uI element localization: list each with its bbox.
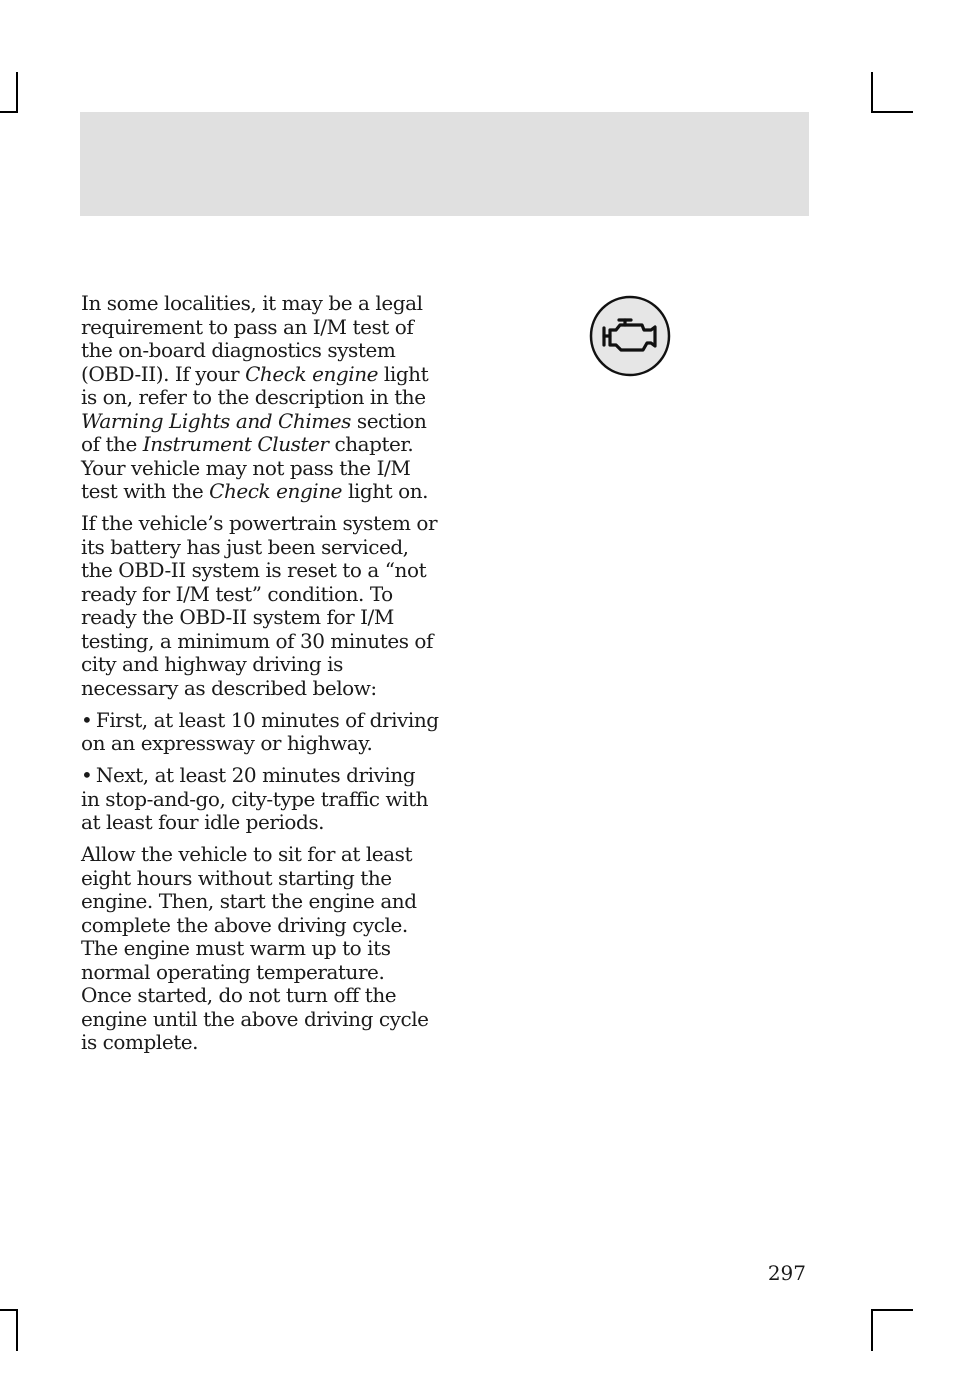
crop-mark-top-right-horizontal <box>871 111 913 113</box>
list-item-text: Next, at least 20 minutes driving in stop-and-go, city-type traffic with at least four idle periods. <box>81 763 429 834</box>
italic-term: Instrument Cluster <box>142 432 329 456</box>
bullet-mark: • <box>81 763 93 787</box>
crop-mark-bottom-right-vertical <box>871 1309 873 1351</box>
crop-mark-top-right-vertical <box>871 72 873 113</box>
text-run: light is on, refer to the description in the <box>81 361 429 409</box>
paragraph-obd-test <box>81 292 439 504</box>
text-run: In some localities, it may be a legal requirement to pass an I/M test of the on-board diagnostics system (OBD-II). If your <box>81 291 423 386</box>
text-run: light on. <box>342 479 429 503</box>
body-text-column <box>81 292 439 1063</box>
text-run: section of the <box>81 408 427 456</box>
crop-mark-bottom-right-horizontal <box>871 1309 913 1311</box>
paragraph-drive-cycle: Allow the vehicle to sit for at least eight hours without starting the engine. Then, start the engine and complete the above driving cycle. The engine must warm up to its normal operating temperature. Once started, do not turn off the engine until the above driving cycle is complete. <box>81 842 429 1054</box>
text-run: chapter. Your vehicle may not pass the I/M test with the <box>81 432 414 503</box>
crop-mark-bottom-left-horizontal <box>0 1309 18 1311</box>
list-item <box>81 764 439 835</box>
section-header-band <box>80 112 809 216</box>
check-engine-icon <box>589 295 671 377</box>
italic-term: Warning Lights and Chimes <box>81 408 352 433</box>
bullet-mark: • <box>81 707 93 732</box>
list-item <box>81 709 439 756</box>
list-item-text: First, at least 10 minutes of driving on an expressway or highway. <box>81 707 439 755</box>
crop-mark-bottom-left-vertical <box>16 1309 18 1351</box>
italic-term: Check engine <box>245 361 379 386</box>
paragraph-powertrain-reset: If the vehicle’s powertrain system or its battery has just been serviced, the OBD-II system is reset to a “not ready for I/M test” condition. To ready the OBD-II system for I/M testing, a minimum of 30 minutes of city and highway driving is necessary as described below: <box>81 511 438 700</box>
page-number: 297 <box>767 1261 806 1285</box>
crop-mark-top-left-horizontal <box>0 111 18 113</box>
crop-mark-top-left-vertical <box>16 72 18 113</box>
italic-term: Check engine <box>209 479 343 503</box>
